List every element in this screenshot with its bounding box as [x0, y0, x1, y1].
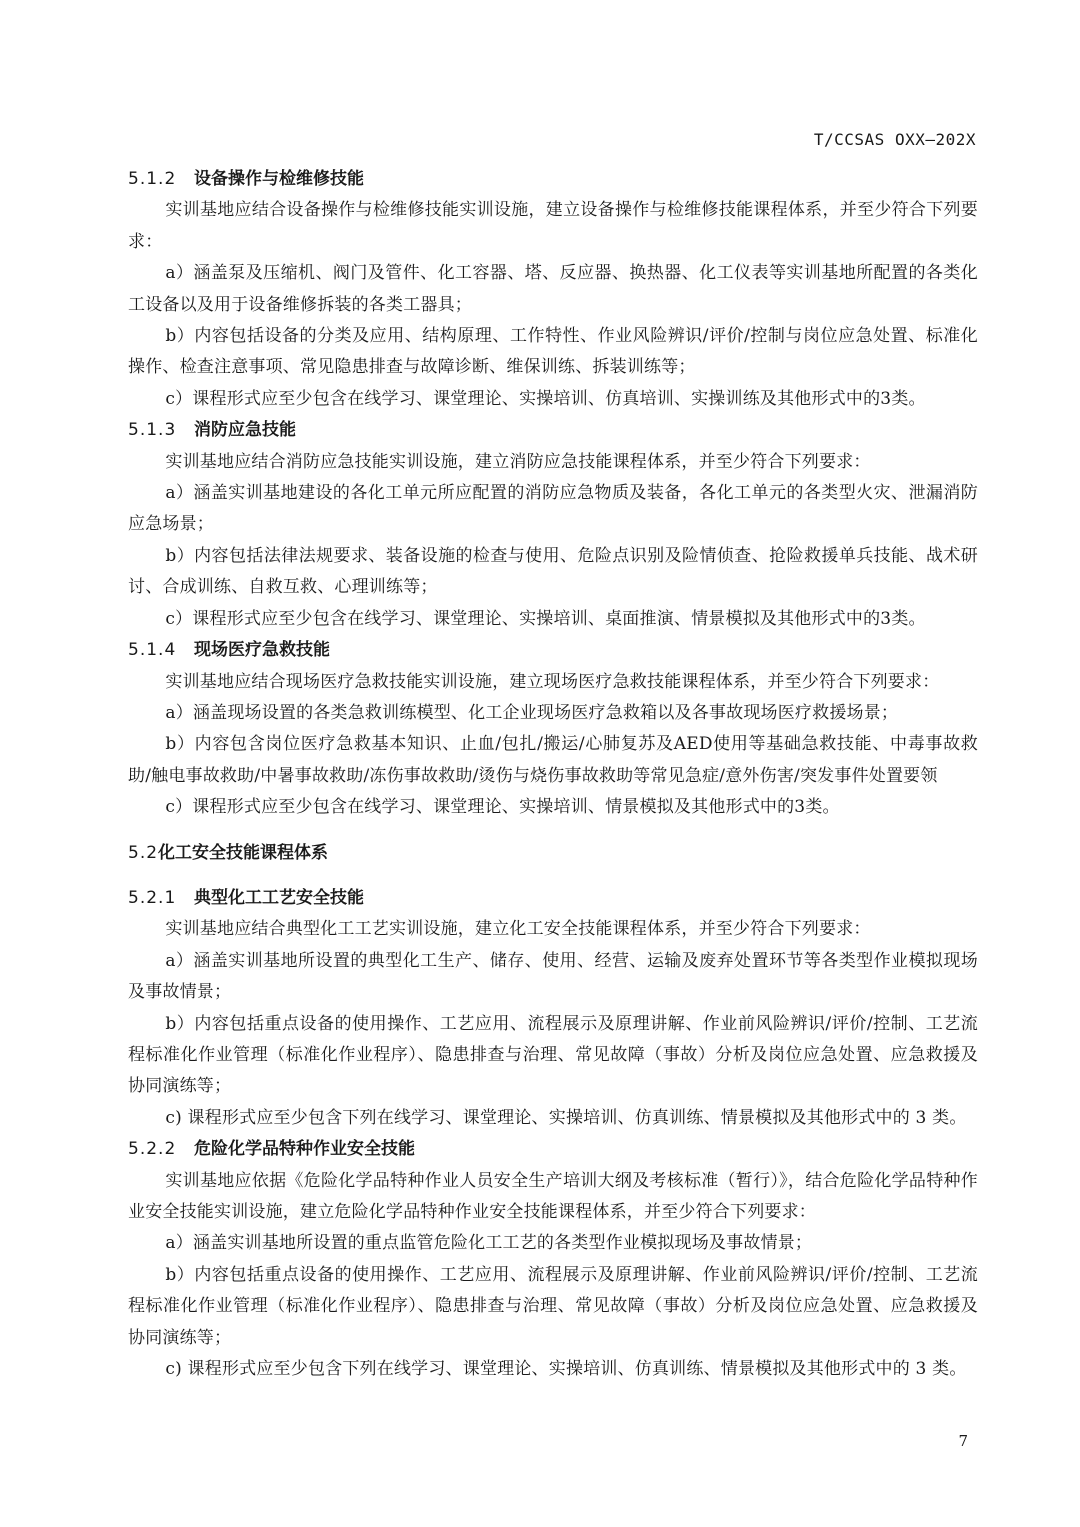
section-number: 5.2	[128, 842, 159, 863]
list-item: c) 课程形式应至少包含下列在线学习、课堂理论、实操培训、仿真训练、情景模拟及其他形式中的 3 类。	[165, 1107, 967, 1128]
list-item: a）涵盖实训基地所设置的典型化工生产、储存、使用、经营、运输及废弃处置环节等各类型作业模拟现场及事故情景；	[128, 950, 978, 1003]
section-intro: 实训基地应结合典型化工工艺实训设施，建立化工安全技能课程体系，并至少符合下列要求：	[165, 919, 871, 940]
section-number: 5.1.3	[128, 420, 177, 441]
section-heading	[128, 883, 978, 914]
section-number: 5.2.2	[128, 1139, 177, 1160]
list-item: a）涵盖泵及压缩机、阀门及管件、化工容器、塔、反应器、换热器、化工仪表等实训基地所配置的各类化工设备以及用于设备维修拆装的各类工器具；	[128, 263, 978, 315]
section-title: 消防应急技能	[194, 420, 296, 441]
list-item: a）涵盖现场设置的各类急救训练模型、化工企业现场医疗急救箱以及各事故现场医疗救援场景；	[165, 702, 899, 723]
list-item: b）内容包括设备的分类及应用、结构原理、工作特性、作业风险辨识/评价/控制与岗位应急处置、标准化操作、检查注意事项、常见隐患排查与故障诊断、维保训练、拆装训练等；	[128, 326, 978, 378]
list-item: c）课程形式应至少包含在线学习、课堂理论、实操培训、桌面推演、情景模拟及其他形式中的3类。	[165, 608, 926, 629]
section-5-1-4	[128, 635, 978, 823]
chapter-heading-5-2	[128, 838, 978, 869]
list-item: b）内容包括法律法规要求、装备设施的检查与使用、危险点识别及险情侦查、抢险救援单兵技能、战术研讨、合成训练、自救互救、心理训练等；	[128, 545, 978, 598]
section-5-1-3	[128, 415, 978, 635]
section-heading	[128, 415, 978, 446]
section-intro: 实训基地应依据《危险化学品特种作业人员安全生产培训大纲及考核标准（暂行）》，结合危险化学品特种作业安全技能实训设施，建立危险化学品特种作业安全技能课程体系，并至少符合下列要求：	[128, 1170, 978, 1222]
section-title: 设备操作与检维修技能	[194, 169, 364, 189]
section-number: 5.2.1	[128, 887, 177, 908]
section-heading	[128, 635, 978, 666]
list-item: b）内容包括重点设备的使用操作、工艺应用、流程展示及原理讲解、作业前风险辨识/评价/控制、工艺流程标准化作业管理（标准化作业程序）、隐患排查与治理、常见故障（事故）分析及岗位应急处置、应急救援及协同演练等；	[128, 1013, 978, 1097]
document-code: T/CCSAS OXX—202X	[813, 130, 976, 149]
document-body	[128, 164, 978, 1385]
section-title: 化工安全技能课程体系	[158, 842, 328, 863]
section-5-2-1	[128, 883, 978, 1134]
section-number: 5.1.4	[128, 640, 177, 661]
section-number: 5.1.2	[128, 169, 177, 189]
list-item: c）课程形式应至少包含在线学习、课堂理论、实操培训、仿真培训、实操训练及其他形式中的3类。	[165, 388, 926, 409]
section-title: 危险化学品特种作业安全技能	[194, 1139, 415, 1160]
section-intro: 实训基地应结合现场医疗急救技能实训设施，建立现场医疗急救技能课程体系，并至少符合下列要求：	[165, 671, 940, 692]
list-item: b）内容包含岗位医疗急救基本知识、止血/包扎/搬运/心肺复苏及AED使用等基础急救技能、中毒事故救助/触电事故救助/中暑事故救助/冻伤事故救助/烫伤与烧伤事故救助等常见急症/意外伤害/突发事件处置要领	[128, 734, 978, 786]
section-5-2-2	[128, 1134, 978, 1385]
section-title: 典型化工工艺安全技能	[194, 887, 364, 908]
list-item: b）内容包括重点设备的使用操作、工艺应用、流程展示及原理讲解、作业前风险辨识/评价/控制、工艺流程标准化作业管理（标准化作业程序）、隐患排查与治理、常见故障（事故）分析及岗位应急处置、应急救援及协同演练等；	[128, 1264, 978, 1348]
page-number: 7	[958, 1432, 968, 1450]
list-item: c）课程形式应至少包含在线学习、课堂理论、实操培训、情景模拟及其他形式中的3类。	[165, 797, 840, 818]
list-item: c) 课程形式应至少包含下列在线学习、课堂理论、实操培训、仿真训练、情景模拟及其他形式中的 3 类。	[165, 1359, 967, 1380]
section-5-1-2	[128, 164, 978, 415]
section-title: 现场医疗急救技能	[194, 640, 330, 661]
section-heading	[128, 164, 978, 195]
section-intro: 实训基地应结合设备操作与检维修技能实训设施，建立设备操作与检维修技能课程体系，并至少符合下列要求：	[128, 200, 978, 252]
list-item: a）涵盖实训基地建设的各化工单元所应配置的消防应急物质及装备，各化工单元的各类型火灾、泄漏消防应急场景；	[128, 483, 978, 535]
list-item: a）涵盖实训基地所设置的重点监管危险化工工艺的各类型作业模拟现场及事故情景；	[165, 1233, 813, 1254]
section-heading	[128, 1134, 978, 1165]
section-intro: 实训基地应结合消防应急技能实训设施，建立消防应急技能课程体系，并至少符合下列要求：	[165, 451, 871, 472]
